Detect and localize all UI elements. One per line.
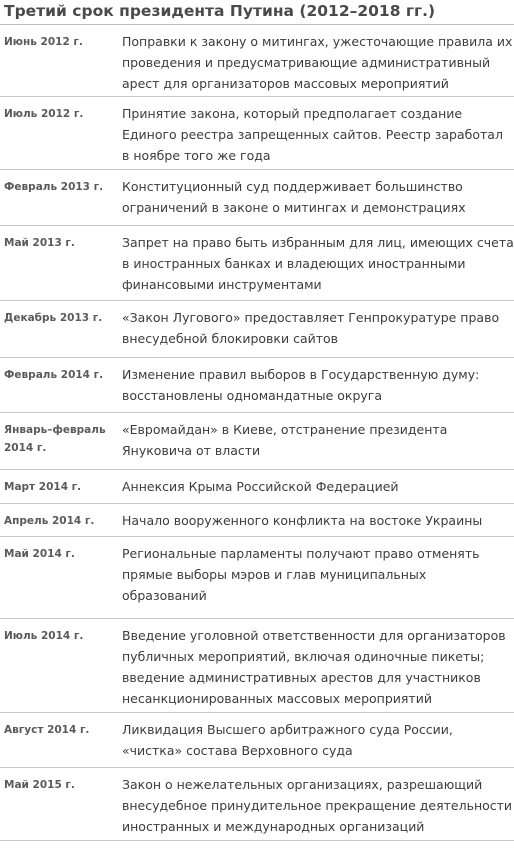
table-row bbox=[0, 537, 514, 619]
row-event: Принятие закона, который предполагает создание Единого реестра запрещенных сайтов. Реестр заработал в ноябре того же года bbox=[122, 106, 503, 163]
row-event: Ликвидация Высшего арбитражного суда России, «чистка» состава Верховного суда bbox=[122, 722, 453, 758]
row-date: Декабрь 2013 г. bbox=[4, 312, 103, 324]
table-row bbox=[0, 470, 514, 504]
row-date: Июнь 2012 г. bbox=[4, 36, 83, 48]
row-date: Февраль 2014 г. bbox=[4, 369, 104, 381]
table-row bbox=[0, 768, 514, 841]
table-row bbox=[0, 301, 514, 358]
row-date: Июль 2014 г. bbox=[4, 630, 84, 642]
table-row bbox=[0, 619, 514, 713]
row-event: Конституционный суд поддерживает большинство ограничений в законе о митингах и демонстрациях bbox=[122, 179, 466, 215]
row-date: Май 2013 г. bbox=[4, 237, 75, 249]
row-event: Аннексия Крыма Российской Федерацией bbox=[122, 479, 399, 494]
row-date: Апрель 2014 г. bbox=[4, 515, 95, 527]
row-event: «Евромайдан» в Киеве, отстранение президента Януковича от власти bbox=[122, 422, 448, 458]
table-row bbox=[0, 25, 514, 97]
row-date: Январь–февраль 2014 г. bbox=[4, 424, 106, 454]
table-row bbox=[0, 97, 514, 170]
row-date: Март 2014 г. bbox=[4, 481, 82, 493]
row-event: Закон о нежелательных организациях, разрешающий внесудебное принудительное прекращение деятельности иностранных и международных организаций bbox=[122, 777, 513, 834]
table-row bbox=[0, 713, 514, 768]
row-date: Май 2015 г. bbox=[4, 779, 75, 791]
table-row bbox=[0, 358, 514, 413]
row-event: Введение уголовной ответственности для организаторов публичных мероприятий, включая одиночные пикеты; введение административных арестов для участников несанкционированных массовых мероприятий bbox=[122, 628, 506, 706]
table-row bbox=[0, 170, 514, 226]
row-date: Май 2014 г. bbox=[4, 548, 75, 560]
page-title: Третий срок президента Путина (2012–2018 гг.) bbox=[0, 0, 514, 25]
row-date: Июль 2012 г. bbox=[4, 108, 84, 120]
row-date: Февраль 2013 г. bbox=[4, 181, 104, 193]
row-event: Начало вооруженного конфликта на востоке Украины bbox=[122, 513, 483, 528]
timeline-table bbox=[0, 25, 514, 841]
row-event: Поправки к закону о митингах, ужесточающие правила их проведения и предусматривающие административный арест для организаторов массовых мероприятий bbox=[122, 34, 513, 91]
row-event: «Закон Лугового» предоставляет Генпрокуратуре право внесудебной блокировки сайтов bbox=[122, 310, 500, 346]
row-event: Региональные парламенты получают право отменять прямые выборы мэров и глав муниципальных образований bbox=[122, 546, 480, 603]
table-row bbox=[0, 413, 514, 470]
table-row bbox=[0, 226, 514, 301]
table-row bbox=[0, 504, 514, 537]
row-event: Изменение правил выборов в Государственную думу: восстановлены одномандатные округа bbox=[122, 367, 480, 403]
row-event: Запрет на право быть избранным для лиц, имеющих счета в иностранных банках и владеющих иностранными финансовыми инструментами bbox=[122, 235, 514, 292]
row-date: Август 2014 г. bbox=[4, 724, 90, 736]
